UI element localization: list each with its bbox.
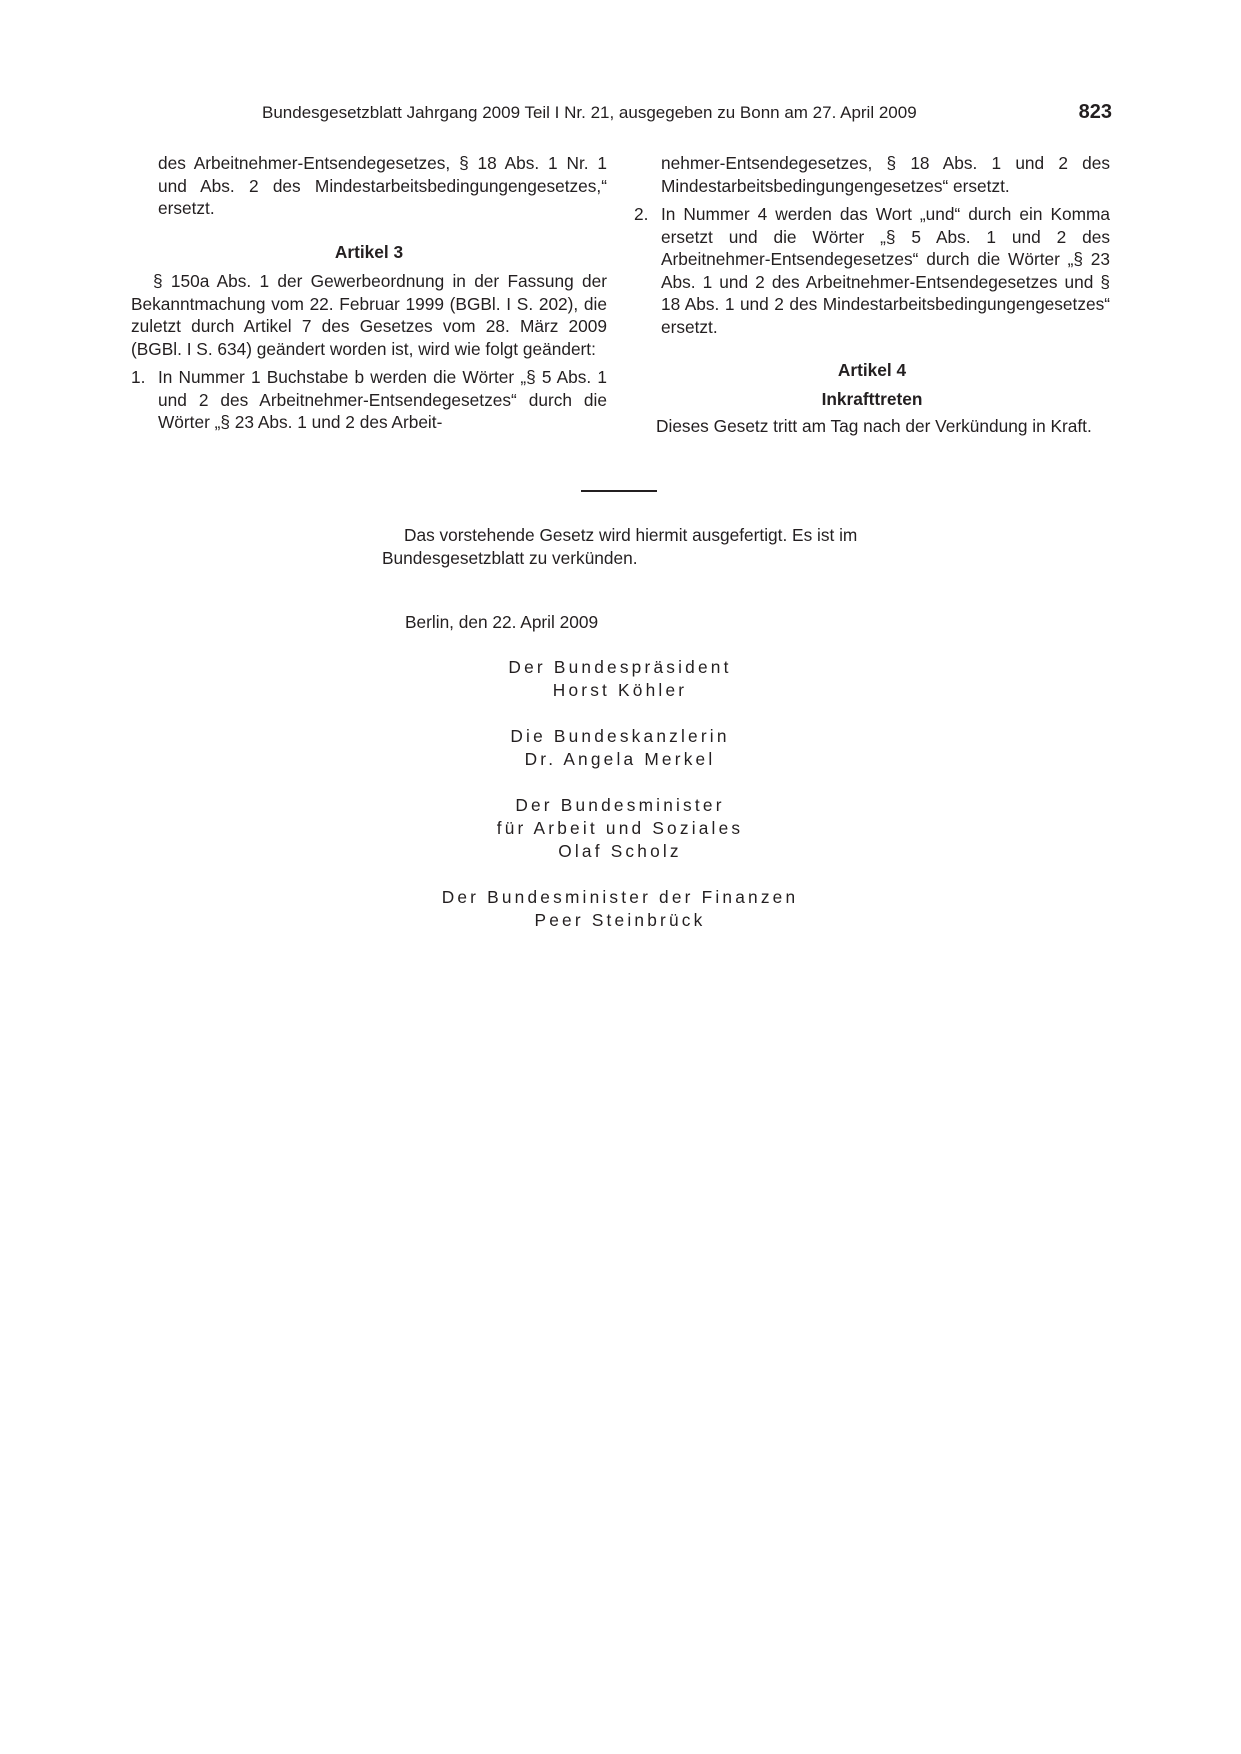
signatory-title: Der Bundespräsident — [508, 657, 732, 677]
article-4-subheading: Inkrafttreten — [821, 388, 923, 409]
right-column — [634, 152, 1110, 438]
signatory-name: Peer Steinbrück — [534, 910, 706, 930]
signature-block — [320, 656, 920, 702]
list-item-text: In Nummer 4 werden das Wort „und“ durch ein Komma ersetzt und die Wörter „§ 5 Abs. 1 und 2 des Arbeitnehmer-Entsendegesetzes“ durch die Wörter „§ 23 Abs. 1 und 2 des Arbeitnehmer-Entsendegesetzes und § 18 Abs. 1 und 2 des Mindestarbeitsbedingungengesetzes“ ersetzt. — [661, 204, 1110, 337]
list-item — [634, 203, 1110, 338]
signatory-name: Olaf Scholz — [558, 841, 682, 861]
enactment-formula: Das vorstehende Gesetz wird hiermit ausgefertigt. Es ist im Bundesgesetzblatt zu verkünden. — [382, 525, 858, 568]
page-header — [262, 102, 1112, 126]
list-item — [131, 366, 607, 434]
list-item-number: 2. — [634, 204, 649, 224]
signatory-name: Horst Köhler — [552, 680, 688, 700]
signatory-name: Dr. Angela Merkel — [524, 749, 716, 769]
article-4-heading: Artikel 4 — [837, 360, 907, 380]
list-item-number: 1. — [131, 367, 146, 387]
signatory-title: Der Bundesminister — [515, 795, 725, 815]
continuation-paragraph: nehmer-Entsendegesetzes, § 18 Abs. 1 und 2 des Mindestarbeitsbedingungengesetzes“ ersetzt. — [661, 153, 1110, 196]
list-item-text: In Nummer 1 Buchstabe b werden die Wörter „§ 5 Abs. 1 und 2 des Arbeitnehmer-Entsendegesetzes“ durch die Wörter „§ 23 Abs. 1 und 2 des Arbeit- — [158, 367, 607, 432]
signatory-title: für Arbeit und Soziales — [496, 818, 744, 838]
section-divider — [581, 490, 657, 492]
signatory-title: Der Bundesminister der Finanzen — [441, 887, 799, 907]
article-4-text: Dieses Gesetz tritt am Tag nach der Verkündung in Kraft. — [656, 416, 1092, 436]
signatory-title: Die Bundeskanzlerin — [510, 726, 730, 746]
signature-block — [320, 886, 920, 932]
continuation-paragraph: des Arbeitnehmer-Entsendegesetzes, § 18 Abs. 1 Nr. 1 und Abs. 2 des Mindestarbeitsbedingungengesetzes,“ ersetzt. — [158, 153, 607, 218]
left-column — [131, 152, 607, 434]
signature-block — [320, 725, 920, 771]
signature-section — [320, 656, 920, 955]
gazette-header-title: Bundesgesetzblatt Jahrgang 2009 Teil I Nr. 21, ausgegeben zu Bonn am 27. April 2009 — [262, 103, 917, 122]
place-date-line: Berlin, den 22. April 2009 — [405, 612, 599, 632]
page-number: 823 — [1078, 101, 1112, 123]
article-3-heading: Artikel 3 — [334, 241, 404, 262]
article-3-intro: § 150a Abs. 1 der Gewerbeordnung in der Fassung der Bekanntmachung vom 22. Februar 1999 (BGBl. I S. 202), die zuletzt durch Artikel 7 des Gesetzes vom 28. März 2009 (BGBl. I S. 634) geändert worden ist, wird wie folgt geändert: — [131, 271, 607, 359]
signature-block — [320, 794, 920, 863]
